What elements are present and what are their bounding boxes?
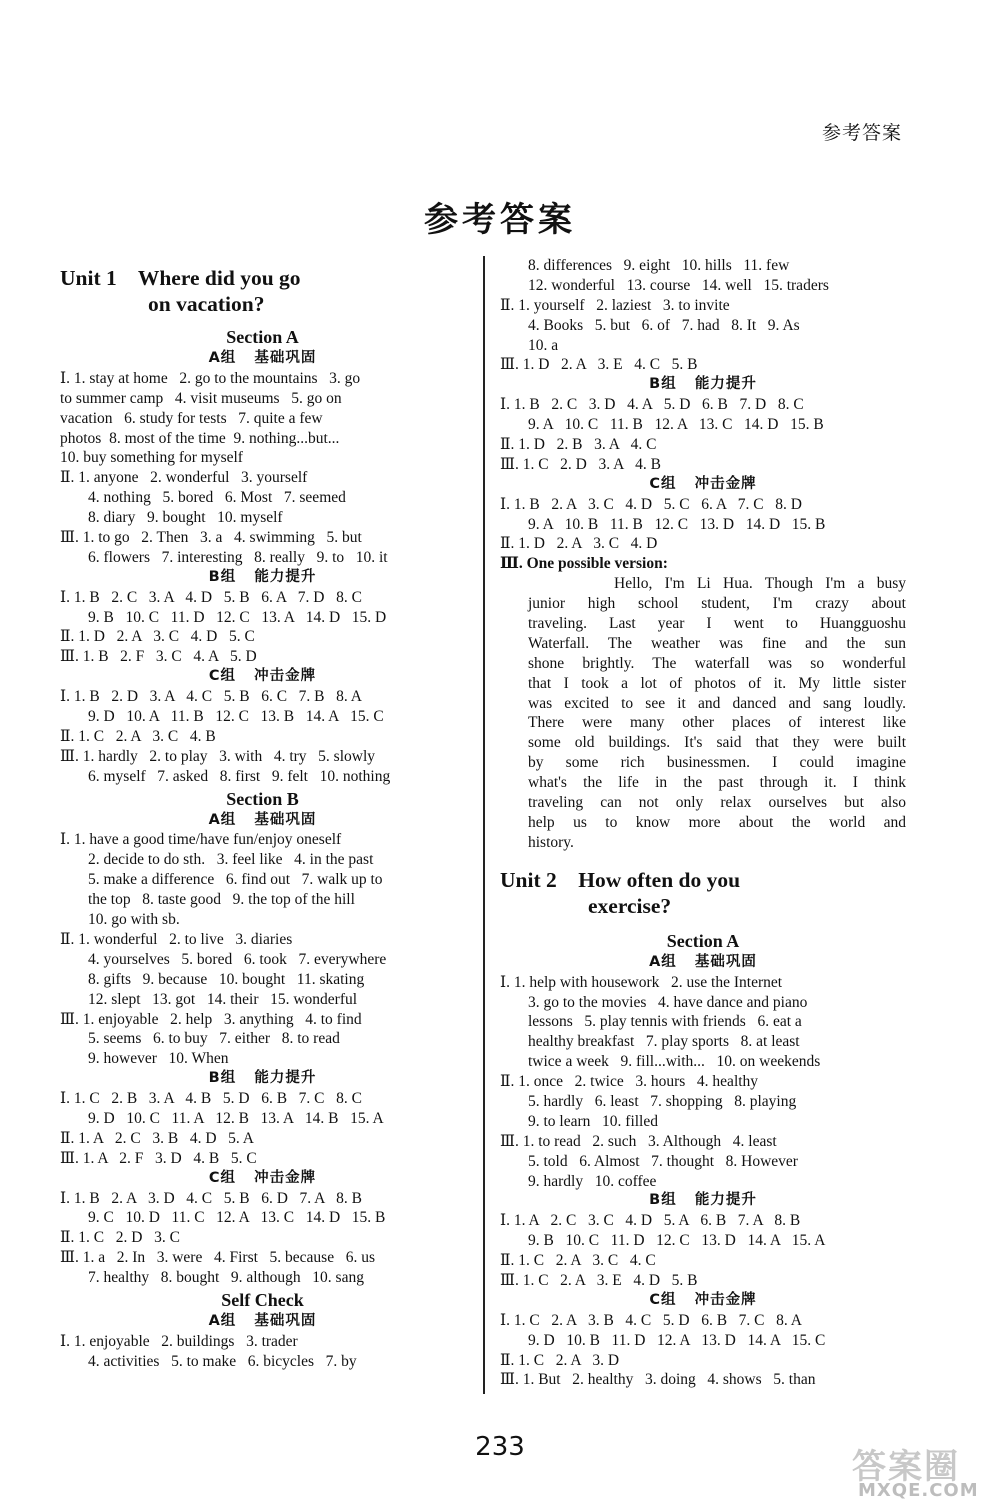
answer-line: Ⅰ. 1. C 2. A 3. B 4. C 5. D 6. B 7. C 8. A [500,1311,802,1329]
answer-line: the top 8. taste good 9. the top of the hill [88,891,355,909]
left-column [60,265,465,1372]
answer-line: vacation 6. study for tests 7. quite a few [60,409,323,427]
group-heading: A组 基础巩固 [649,953,757,970]
answer-line: Ⅲ. 1. a 2. In 3. were 4. First 5. because 6. us [60,1249,375,1267]
spacer [60,317,465,325]
answer-line: Ⅱ. 1. wonderful 2. to live 3. diaries [60,930,293,948]
answer-line: healthy breakfast 7. play sports 8. at least [528,1033,800,1051]
essay-line: There were many other places of interest like [528,714,906,732]
essay-line: Hello, I'm Li Hua. Though I'm a busy [528,575,906,593]
answer-line: to summer camp 4. visit museums 5. go on [60,389,342,407]
essay-line: traveling can not only relax ourselves but also [528,794,906,812]
answer-line: Ⅲ. 1. to read 2. such 3. Although 4. least [500,1132,777,1150]
answer-line: Ⅰ. 1. A 2. C 3. C 4. D 5. A 6. B 7. A 8. B [500,1212,801,1230]
group-heading: C组 冲击金牌 [208,1169,317,1186]
answer-line: twice a week 9. fill...with... 10. on weekends [528,1053,821,1071]
answer-line: 5. make a difference 6. find out 7. walk up to [88,871,383,889]
column-divider [483,256,485,1394]
answer-line: 4. nothing 5. bored 6. Most 7. seemed [88,489,346,507]
spacer [500,853,906,867]
answer-line: history. [528,833,574,851]
answer-line: Ⅲ. 1. hardly 2. to play 3. with 4. try 5. slowly [60,747,376,765]
group-heading: B组 能力提升 [208,568,317,585]
essay-line: what's the life in the past through it. I think [528,774,906,792]
answer-line: 9. B 10. C 11. D 12. C 13. D 14. A 15. A [528,1232,826,1250]
answer-line: 2. decide to do sth. 3. feel like 4. in the past [88,851,374,869]
essay-line: help us to know more about the world and [528,813,906,831]
answer-line: 9. C 10. D 11. C 12. A 13. C 14. D 15. B [88,1209,386,1227]
answer-line: Ⅱ. 1. anyone 2. wonderful 3. yourself [60,469,308,487]
answer-line: 5. hardly 6. least 7. shopping 8. playing [528,1092,797,1110]
page-title: 参考答案 [424,200,576,240]
unit-heading-cont: on vacation? [148,292,265,316]
unit-heading: Unit 1 Where did you go [60,266,301,290]
answer-line: 7. healthy 8. bought 9. although 10. sang [88,1269,364,1287]
answer-line: 12. slept 13. got 14. their 15. wonderful [88,990,358,1008]
answer-line: 9. A 10. C 11. B 12. A 13. C 14. D 15. B [528,416,824,434]
answer-line: 6. flowers 7. interesting 8. really 9. to 10. it [88,548,388,566]
answer-line: 10. go with sb. [88,911,180,929]
essay-line: Waterfall. The weather was fine and the sun [528,634,906,652]
unit-heading: Unit 2 How often do you [500,867,741,892]
answer-line: Ⅱ. 1. C 2. A 3. D [500,1351,620,1369]
answer-line: Ⅲ. 1. C 2. A 3. E 4. D 5. B [500,1271,698,1289]
answer-line: Ⅰ. 1. enjoyable 2. buildings 3. trader [60,1332,298,1350]
essay-line: traveling. Last year I went to Huangguoshu [528,615,906,633]
answer-line: 9. A 10. B 11. B 12. C 13. D 14. D 15. B [528,515,826,533]
answer-line: 9. however 10. When [88,1050,229,1068]
answer-line: Ⅰ. 1. B 2. A 3. C 4. D 5. C 6. A 7. C 8. D [500,495,802,513]
answer-line: 12. wonderful 13. course 14. well 15. traders [528,276,829,294]
answer-line: photos 8. most of the time 9. nothing...but... [60,429,340,447]
answer-line: Ⅰ. 1. B 2. C 3. A 4. D 5. B 6. A 7. D 8. C [60,588,362,606]
answer-line: Ⅱ. 1. D 2. A 3. C 4. D [500,535,658,553]
answer-line: 8. diary 9. bought 10. myself [88,509,283,527]
group-heading: C组 冲击金牌 [649,475,757,492]
answer-line: 6. myself 7. asked 8. first 9. felt 10. nothing [88,767,391,785]
essay-line: that I took a lot of photos of it. My little sister [528,674,906,692]
answer-line: 10. a [528,336,559,354]
answer-line: Ⅲ. 1. enjoyable 2. help 3. anything 4. to find [60,1010,362,1028]
section-heading: Section A [226,327,299,347]
group-heading: A组 基础巩固 [208,1312,317,1329]
answer-line: Ⅰ. 1. B 2. A 3. D 4. C 5. B 6. D 7. A 8. B [60,1189,362,1207]
essay-line: by some rich businessmen. I could imagine [528,754,906,772]
answer-line: Ⅰ. 1. C 2. B 3. A 4. B 5. D 6. B 7. C 8. C [60,1090,362,1108]
answer-line: 4. yourselves 5. bored 6. took 7. everywhere [88,950,387,968]
essay-line: some old buildings. It's said that they were built [528,734,906,752]
page-number: 233 [475,1432,525,1462]
answer-line: Ⅰ. 1. help with housework 2. use the Internet [500,973,783,991]
section-heading: Self Check [221,1289,304,1310]
answer-line: Ⅲ. 1. But 2. healthy 3. doing 4. shows 5. than [500,1371,816,1389]
answer-line: Ⅱ. 1. C 2. D 3. C [60,1229,180,1247]
essay-line: was excited to see it and danced and sang loudly. [528,694,906,712]
right-column [500,256,906,1390]
answer-line: 8. differences 9. eight 10. hills 11. few [528,257,790,274]
group-heading: C组 冲击金牌 [649,1291,757,1308]
answer-line: 9. hardly 10. coffee [528,1172,657,1190]
answer-line: 9. D 10. C 11. A 12. B 13. A 14. B 15. A [88,1109,384,1127]
running-header: 参考答案 [821,122,902,144]
answer-line: Ⅲ. 1. A 2. F 3. D 4. B 5. C [60,1149,257,1167]
answer-line: Ⅲ. 1. C 2. D 3. A 4. B [500,455,661,473]
answer-line: Ⅱ. 1. D 2. A 3. C 4. D 5. C [60,628,255,646]
spacer [500,919,906,929]
answer-line: Ⅱ. 1. D 2. B 3. A 4. C [500,436,657,454]
watermark-text: 答案圈 [852,1447,960,1487]
answer-line: Ⅲ. 1. D 2. A 3. E 4. C 5. B [500,356,698,374]
answer-line: 4. activities 5. to make 6. bicycles 7. by [88,1352,357,1370]
answer-line: 9. D 10. B 11. D 12. A 13. D 14. A 15. C [528,1331,826,1349]
answer-line: 9. B 10. C 11. D 12. C 13. A 14. D 15. D [88,608,387,626]
group-heading: B组 能力提升 [649,1192,757,1209]
answer-line: Ⅰ. 1. B 2. C 3. D 4. A 5. D 6. B 7. D 8. C [500,396,804,414]
answer-line: Ⅱ. 1. A 2. C 3. B 4. D 5. A [60,1129,254,1147]
group-heading: B组 能力提升 [208,1070,317,1087]
section-heading: Section B [226,788,299,809]
group-heading: A组 基础巩固 [208,350,317,366]
answer-line: 3. go to the movies 4. have dance and piano [528,993,808,1011]
answer-line: lessons 5. play tennis with friends 6. eat a [528,1013,802,1031]
answer-line: Ⅰ. 1. stay at home 2. go to the mountains 3. go [60,369,361,387]
answer-line: Ⅰ. 1. B 2. D 3. A 4. C 5. B 6. C 7. B 8. A [60,688,362,706]
answer-line: 9. to learn 10. filled [528,1112,658,1130]
unit-heading-cont: exercise? [588,893,672,918]
answer-line: Ⅲ. 1. B 2. F 3. C 4. A 5. D [60,648,257,666]
watermark-url: MXQE.COM [858,1480,979,1501]
answer-line: Ⅱ. 1. yourself 2. laziest 3. to invite [500,296,730,314]
answer-line: 4. Books 5. but 6. of 7. had 8. It 9. As [528,316,800,334]
essay-line: shone brightly. The waterfall was so wonderful [528,654,906,672]
answer-line: 5. told 6. Almost 7. thought 8. However [528,1152,798,1170]
answer-line: Ⅱ. 1. C 2. A 3. C 4. C [500,1252,656,1270]
answer-line: Ⅲ. 1. to go 2. Then 3. a 4. swimming 5. but [60,529,362,547]
group-heading: A组 基础巩固 [208,811,317,828]
answer-line: 9. D 10. A 11. B 12. C 13. B 14. A 15. C [88,708,384,726]
essay-line: junior high school student, I'm crazy about [528,595,906,613]
answer-line: 10. buy something for myself [60,449,243,467]
answer-line: Ⅱ. 1. C 2. A 3. C 4. B [60,727,216,745]
answer-line: 5. seems 6. to buy 7. either 8. to read [88,1030,340,1048]
answer-line: Ⅱ. 1. once 2. twice 3. hours 4. healthy [500,1073,759,1091]
watermark-logo [852,1439,982,1501]
answer-line: 8. gifts 9. because 10. bought 11. skating [88,970,365,988]
group-heading: B组 能力提升 [649,376,757,393]
group-heading: C组 冲击金牌 [208,668,317,685]
answer-line: Ⅲ. One possible version: [500,555,668,573]
answer-line: Ⅰ. 1. have a good time/have fun/enjoy oneself [60,831,342,849]
section-heading: Section A [666,930,740,951]
